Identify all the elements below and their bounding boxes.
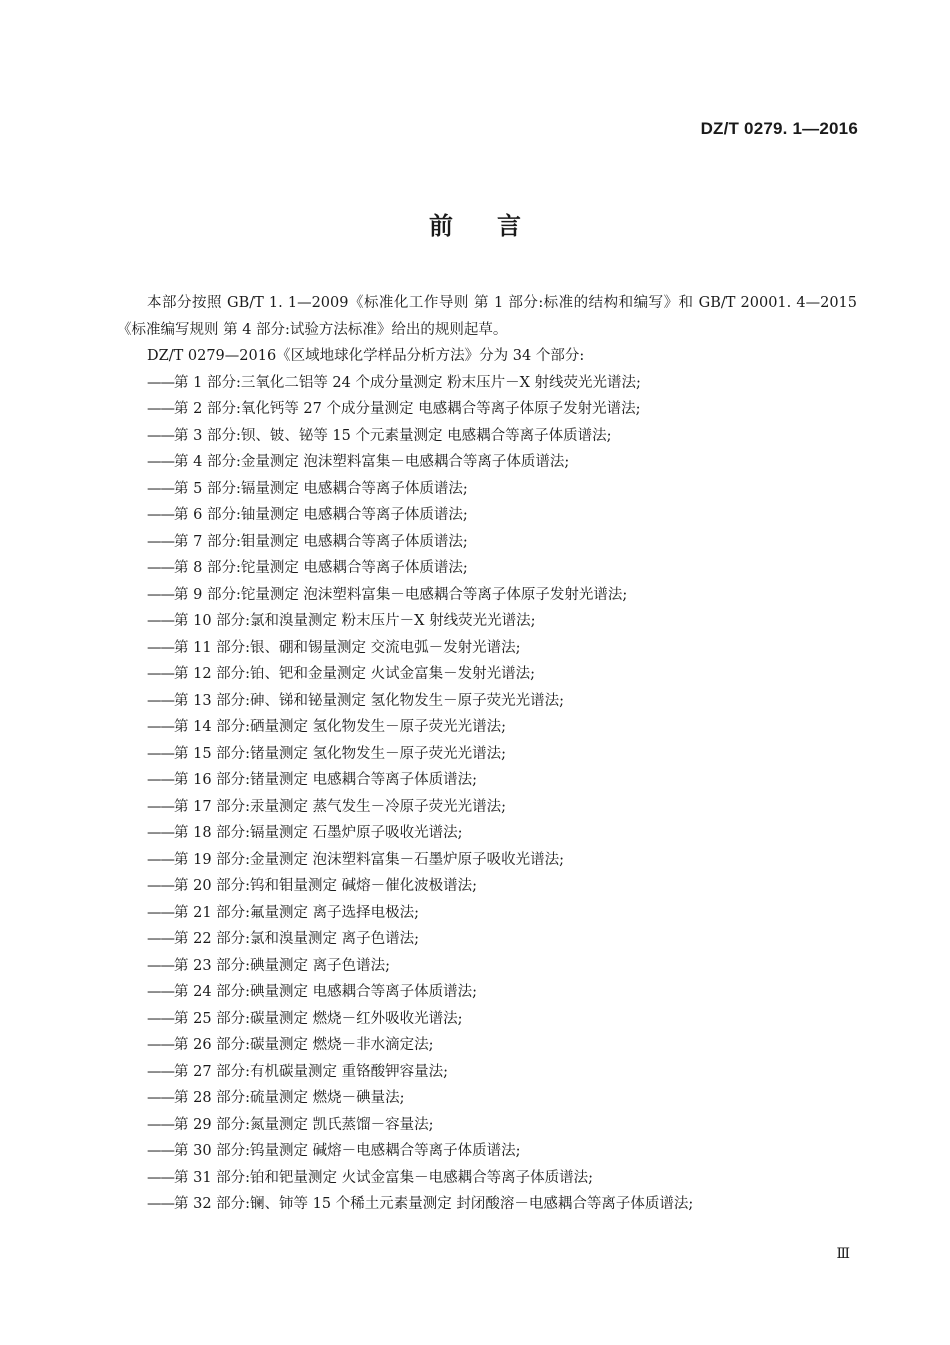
list-item-text: 第 4 部分:金量测定 泡沫塑料富集－电感耦合等离子体质谱法; (174, 454, 570, 470)
list-item-text: 第 7 部分:钼量测定 电感耦合等离子体质谱法; (174, 533, 468, 550)
list-item (117, 476, 857, 503)
list-item (117, 661, 857, 688)
list-item (117, 1032, 857, 1059)
list-dash: —— (147, 957, 174, 974)
list-dash: —— (147, 1196, 174, 1212)
list-dash: —— (147, 1143, 174, 1159)
list-dash: —— (147, 1063, 174, 1080)
list-dash: —— (147, 639, 174, 656)
list-item (117, 370, 857, 397)
list-dash: —— (147, 878, 174, 894)
list-item-text: 第 1 部分:三氧化二铝等 24 个成分量测定 粉末压片－X 射线荧光光谱法; (174, 374, 641, 391)
list-item-text: 第 22 部分:氯和溴量测定 离子色谱法; (174, 931, 420, 947)
list-item (117, 1006, 857, 1033)
list-item (117, 1085, 857, 1112)
list-item (117, 396, 857, 423)
list-dash: —— (147, 692, 174, 709)
page-number: Ⅲ (836, 1246, 850, 1262)
list-dash: —— (147, 1010, 174, 1027)
list-item (117, 688, 857, 715)
list-item-text: 第 5 部分:镉量测定 电感耦合等离子体质谱法; (174, 480, 468, 497)
list-item (117, 767, 857, 794)
list-item-text: 第 21 部分:氟量测定 离子选择电极法; (174, 904, 420, 921)
list-item-text: 第 27 部分:有机碳量测定 重铬酸钾容量法; (174, 1063, 449, 1080)
list-dash: —— (147, 798, 174, 815)
list-item-text: 第 24 部分:碘量测定 电感耦合等离子体质谱法; (174, 984, 478, 1000)
list-item-text: 第 26 部分:碳量测定 燃烧－非水滴定法; (174, 1037, 434, 1053)
list-dash: —— (147, 904, 174, 921)
list-item (117, 529, 857, 556)
list-dash: —— (147, 374, 174, 391)
list-item (117, 953, 857, 980)
list-dash: —— (147, 745, 174, 762)
list-item (117, 1165, 857, 1192)
list-dash: —— (147, 666, 174, 682)
list-item-text: 第 16 部分:锗量测定 电感耦合等离子体质谱法; (174, 772, 478, 788)
list-item (117, 741, 857, 768)
parts-statement: DZ/T 0279—2016《区域地球化学样品分析方法》分为 34 个部分: (147, 348, 585, 364)
list-item-text: 第 9 部分:铊量测定 泡沫塑料富集－电感耦合等离子体原子发射光谱法; (174, 586, 628, 603)
list-dash: —— (147, 1116, 174, 1133)
list-item-text: 第 8 部分:铊量测定 电感耦合等离子体质谱法; (174, 560, 468, 576)
list-dash: —— (147, 931, 174, 947)
list-item-text: 第 20 部分:钨和钼量测定 碱熔－催化波极谱法; (174, 878, 478, 894)
list-item (117, 1059, 857, 1086)
list-dash: —— (147, 533, 174, 550)
list-item (117, 449, 857, 476)
list-item (117, 1138, 857, 1165)
list-item-text: 第 3 部分:钡、铍、铋等 15 个元素量测定 电感耦合等离子体质谱法; (174, 427, 612, 444)
list-dash: —— (147, 851, 174, 868)
list-item-text: 第 32 部分:镧、铈等 15 个稀土元素量测定 封闭酸溶－电感耦合等离子体质谱法; (174, 1196, 694, 1212)
list-dash: —— (147, 480, 174, 497)
page-title: 前言 (429, 212, 565, 240)
list-item-text: 第 18 部分:镉量测定 石墨炉原子吸收光谱法; (174, 825, 463, 841)
list-item (117, 794, 857, 821)
list-item-text: 第 30 部分:钨量测定 碱熔－电感耦合等离子体质谱法; (174, 1143, 521, 1159)
list-dash: —— (147, 507, 174, 523)
list-item-text: 第 29 部分:氮量测定 凯氏蒸馏－容量法; (174, 1116, 434, 1133)
list-dash: —— (147, 1090, 174, 1106)
list-item (117, 979, 857, 1006)
document-body (117, 290, 857, 1218)
list-dash: —— (147, 454, 174, 470)
list-item (117, 502, 857, 529)
list-item-text: 第 17 部分:汞量测定 蒸气发生－冷原子荧光光谱法; (174, 798, 507, 815)
list-item-text: 第 12 部分:铂、钯和金量测定 火试金富集－发射光谱法; (174, 666, 536, 682)
list-dash: —— (147, 586, 174, 603)
list-dash: —— (147, 1037, 174, 1053)
list-item (117, 900, 857, 927)
list-item (117, 873, 857, 900)
list-dash: —— (147, 401, 174, 417)
list-item (117, 847, 857, 874)
list-item-text: 第 23 部分:碘量测定 离子色谱法; (174, 957, 391, 974)
list-item (117, 926, 857, 953)
list-item (117, 582, 857, 609)
list-item (117, 608, 857, 635)
list-item (117, 555, 857, 582)
list-dash: —— (147, 560, 174, 576)
list-item (117, 714, 857, 741)
list-item-text: 第 19 部分:金量测定 泡沫塑料富集－石墨炉原子吸收光谱法; (174, 851, 565, 868)
list-item-text: 第 31 部分:铂和钯量测定 火试金富集－电感耦合等离子体质谱法; (174, 1169, 594, 1186)
list-dash: —— (147, 427, 174, 444)
list-item-text: 第 13 部分:砷、锑和铋量测定 氢化物发生－原子荧光光谱法; (174, 692, 565, 709)
list-item-text: 第 14 部分:硒量测定 氢化物发生－原子荧光光谱法; (174, 719, 507, 735)
parts-list (117, 370, 857, 1218)
list-dash: —— (147, 613, 174, 629)
standard-code: DZ/T 0279. 1—2016 (700, 119, 858, 138)
list-item-text: 第 11 部分:银、硼和锡量测定 交流电弧－发射光谱法; (174, 639, 521, 656)
list-dash: —— (147, 1169, 174, 1186)
list-item-text: 第 2 部分:氧化钙等 27 个成分量测定 电感耦合等离子体原子发射光谱法; (174, 401, 641, 417)
list-item-text: 第 25 部分:碳量测定 燃烧－红外吸收光谱法; (174, 1010, 463, 1027)
list-dash: —— (147, 984, 174, 1000)
list-item-text: 第 10 部分:氯和溴量测定 粉末压片－X 射线荧光光谱法; (174, 613, 536, 629)
list-item (117, 820, 857, 847)
list-item-text: 第 15 部分:锗量测定 氢化物发生－原子荧光光谱法; (174, 745, 507, 762)
list-dash: —— (147, 825, 174, 841)
list-dash: —— (147, 719, 174, 735)
list-item (117, 423, 857, 450)
intro-paragraph: 本部分按照 GB/T 1. 1—2009《标准化工作导则 第 1 部分:标准的结构和编写》和 GB/T 20001. 4—2015《标准编写规则 第 4 部分:试验方法标准》给出的规则起草。 (117, 295, 857, 338)
list-item (117, 1112, 857, 1139)
list-dash: —— (147, 772, 174, 788)
list-item-text: 第 6 部分:铀量测定 电感耦合等离子体质谱法; (174, 507, 468, 523)
list-item (117, 1191, 857, 1218)
list-item-text: 第 28 部分:硫量测定 燃烧－碘量法; (174, 1090, 405, 1106)
list-item (117, 635, 857, 662)
